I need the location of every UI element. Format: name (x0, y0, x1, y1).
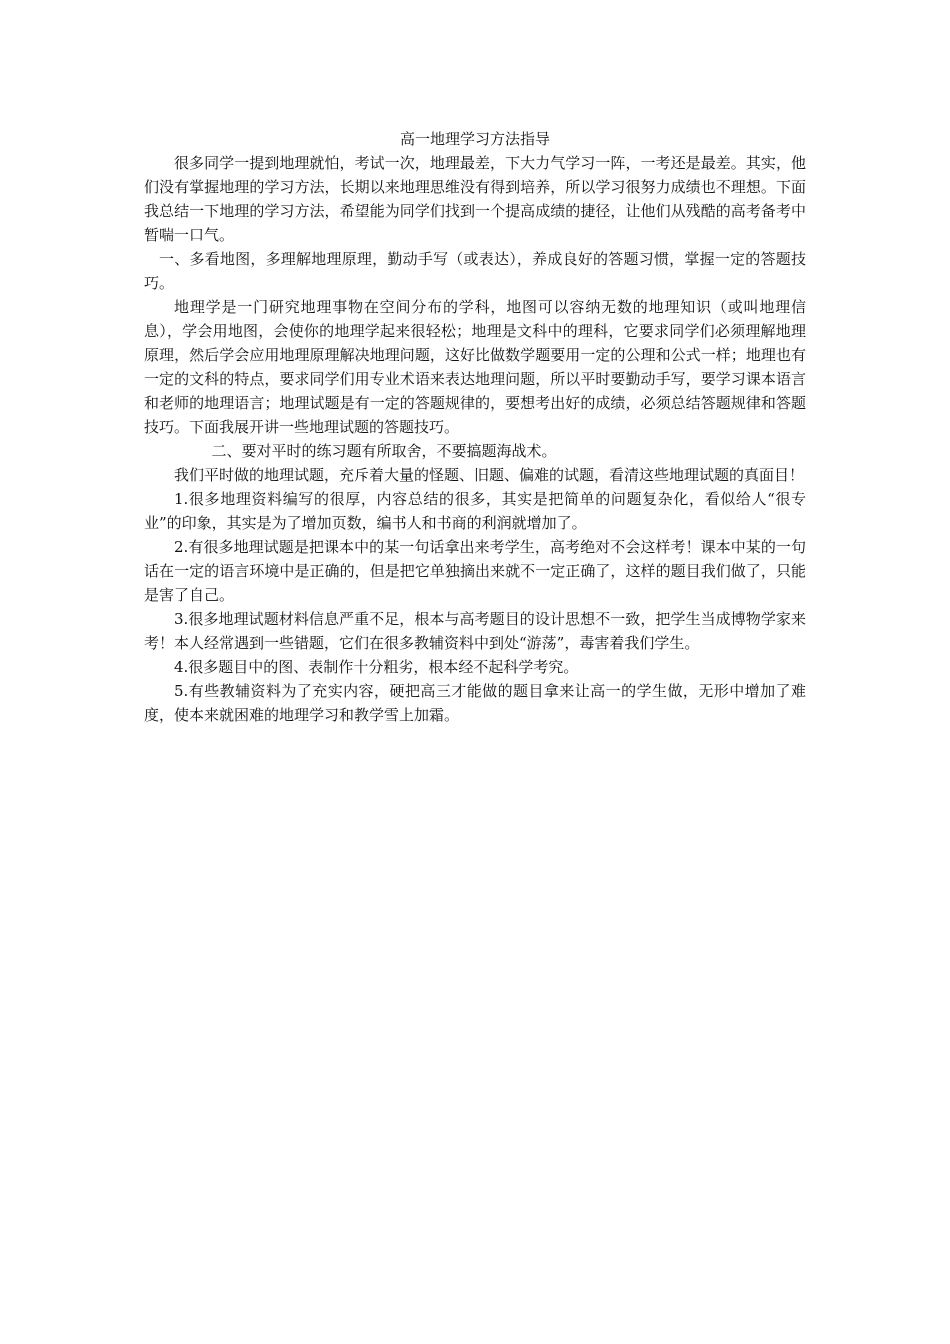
section-heading-2: 二、要对平时的练习题有所取舍，不要搞题海战术。 (211, 442, 557, 460)
section-2-intro-paragraph: 我们平时做的地理试题，充斥着大量的怪题、旧题、偏难的试题，看清这些地理试题的真面目！ (174, 466, 805, 484)
list-item-5: 5.有些教辅资料为了充实内容，硬把高三才能做的题目拿来让高一的学生做，无形中增加了难度，使本来就困难的地理学习和教学雪上加霜。 (144, 682, 806, 724)
list-item-3: 3.很多地理试题材料信息严重不足，根本与高考题目的设计思想不一致，把学生当成博物学家来考！本人经常遇到一些错题，它们在很多教辅资料中到处“游荡”，毒害着我们学生。 (144, 610, 806, 652)
list-item-4: 4.很多题目中的图、表制作十分粗劣，根本经不起科学考究。 (174, 658, 579, 676)
document-page (144, 127, 806, 727)
list-item-2: 2.有很多地理试题是把课本中的某一句话拿出来考学生，高考绝对不会这样考！课本中某的一句话在一定的语言环境中是正确的，但是把它单独摘出来就不一定正确了，这样的题目我们做了，只能是害了自己。 (144, 538, 806, 604)
section-1-paragraph: 地理学是一门研究地理事物在空间分布的学科，地图可以容纳无数的地理知识（或叫地理信息），学会用地图，会使你的地理学起来很轻松；地理是文科中的理科，它要求同学们必须理解地理原理，然后学会应用地理原理解决地理问题，这好比做数学题要用一定的公理和公式一样；地理也有一定的文科的特点，要求同学们用专业术语来表达地理问题，所以平时要勤动手写，要学习课本语言和老师的地理语言；地理试题是有一定的答题规律的，要想考出好的成绩，必须总结答题规律和答题技巧。下面我展开讲一些地理试题的答题技巧。 (144, 298, 806, 436)
list-item-1: 1.很多地理资料编写的很厚，内容总结的很多，其实是把简单的问题复杂化，看似给人“很专业”的印象，其实是为了增加页数，编书人和书商的利润就增加了。 (144, 490, 806, 532)
section-heading-1: 一、多看地图，多理解地理原理，勤动手写（或表达），养成良好的答题习惯，掌握一定的答题技巧。 (144, 250, 806, 292)
intro-paragraph: 很多同学一提到地理就怕，考试一次，地理最差，下大力气学习一阵，一考还是最差。其实，他们没有掌握地理的学习方法，长期以来地理思维没有得到培养，所以学习很努力成绩也不理想。下面我总结一下地理的学习方法，希望能为同学们找到一个提高成绩的捷径，让他们从残酷的高考备考中暂喘一口气。 (144, 154, 806, 244)
document-title: 高一地理学习方法指导 (399, 130, 550, 148)
